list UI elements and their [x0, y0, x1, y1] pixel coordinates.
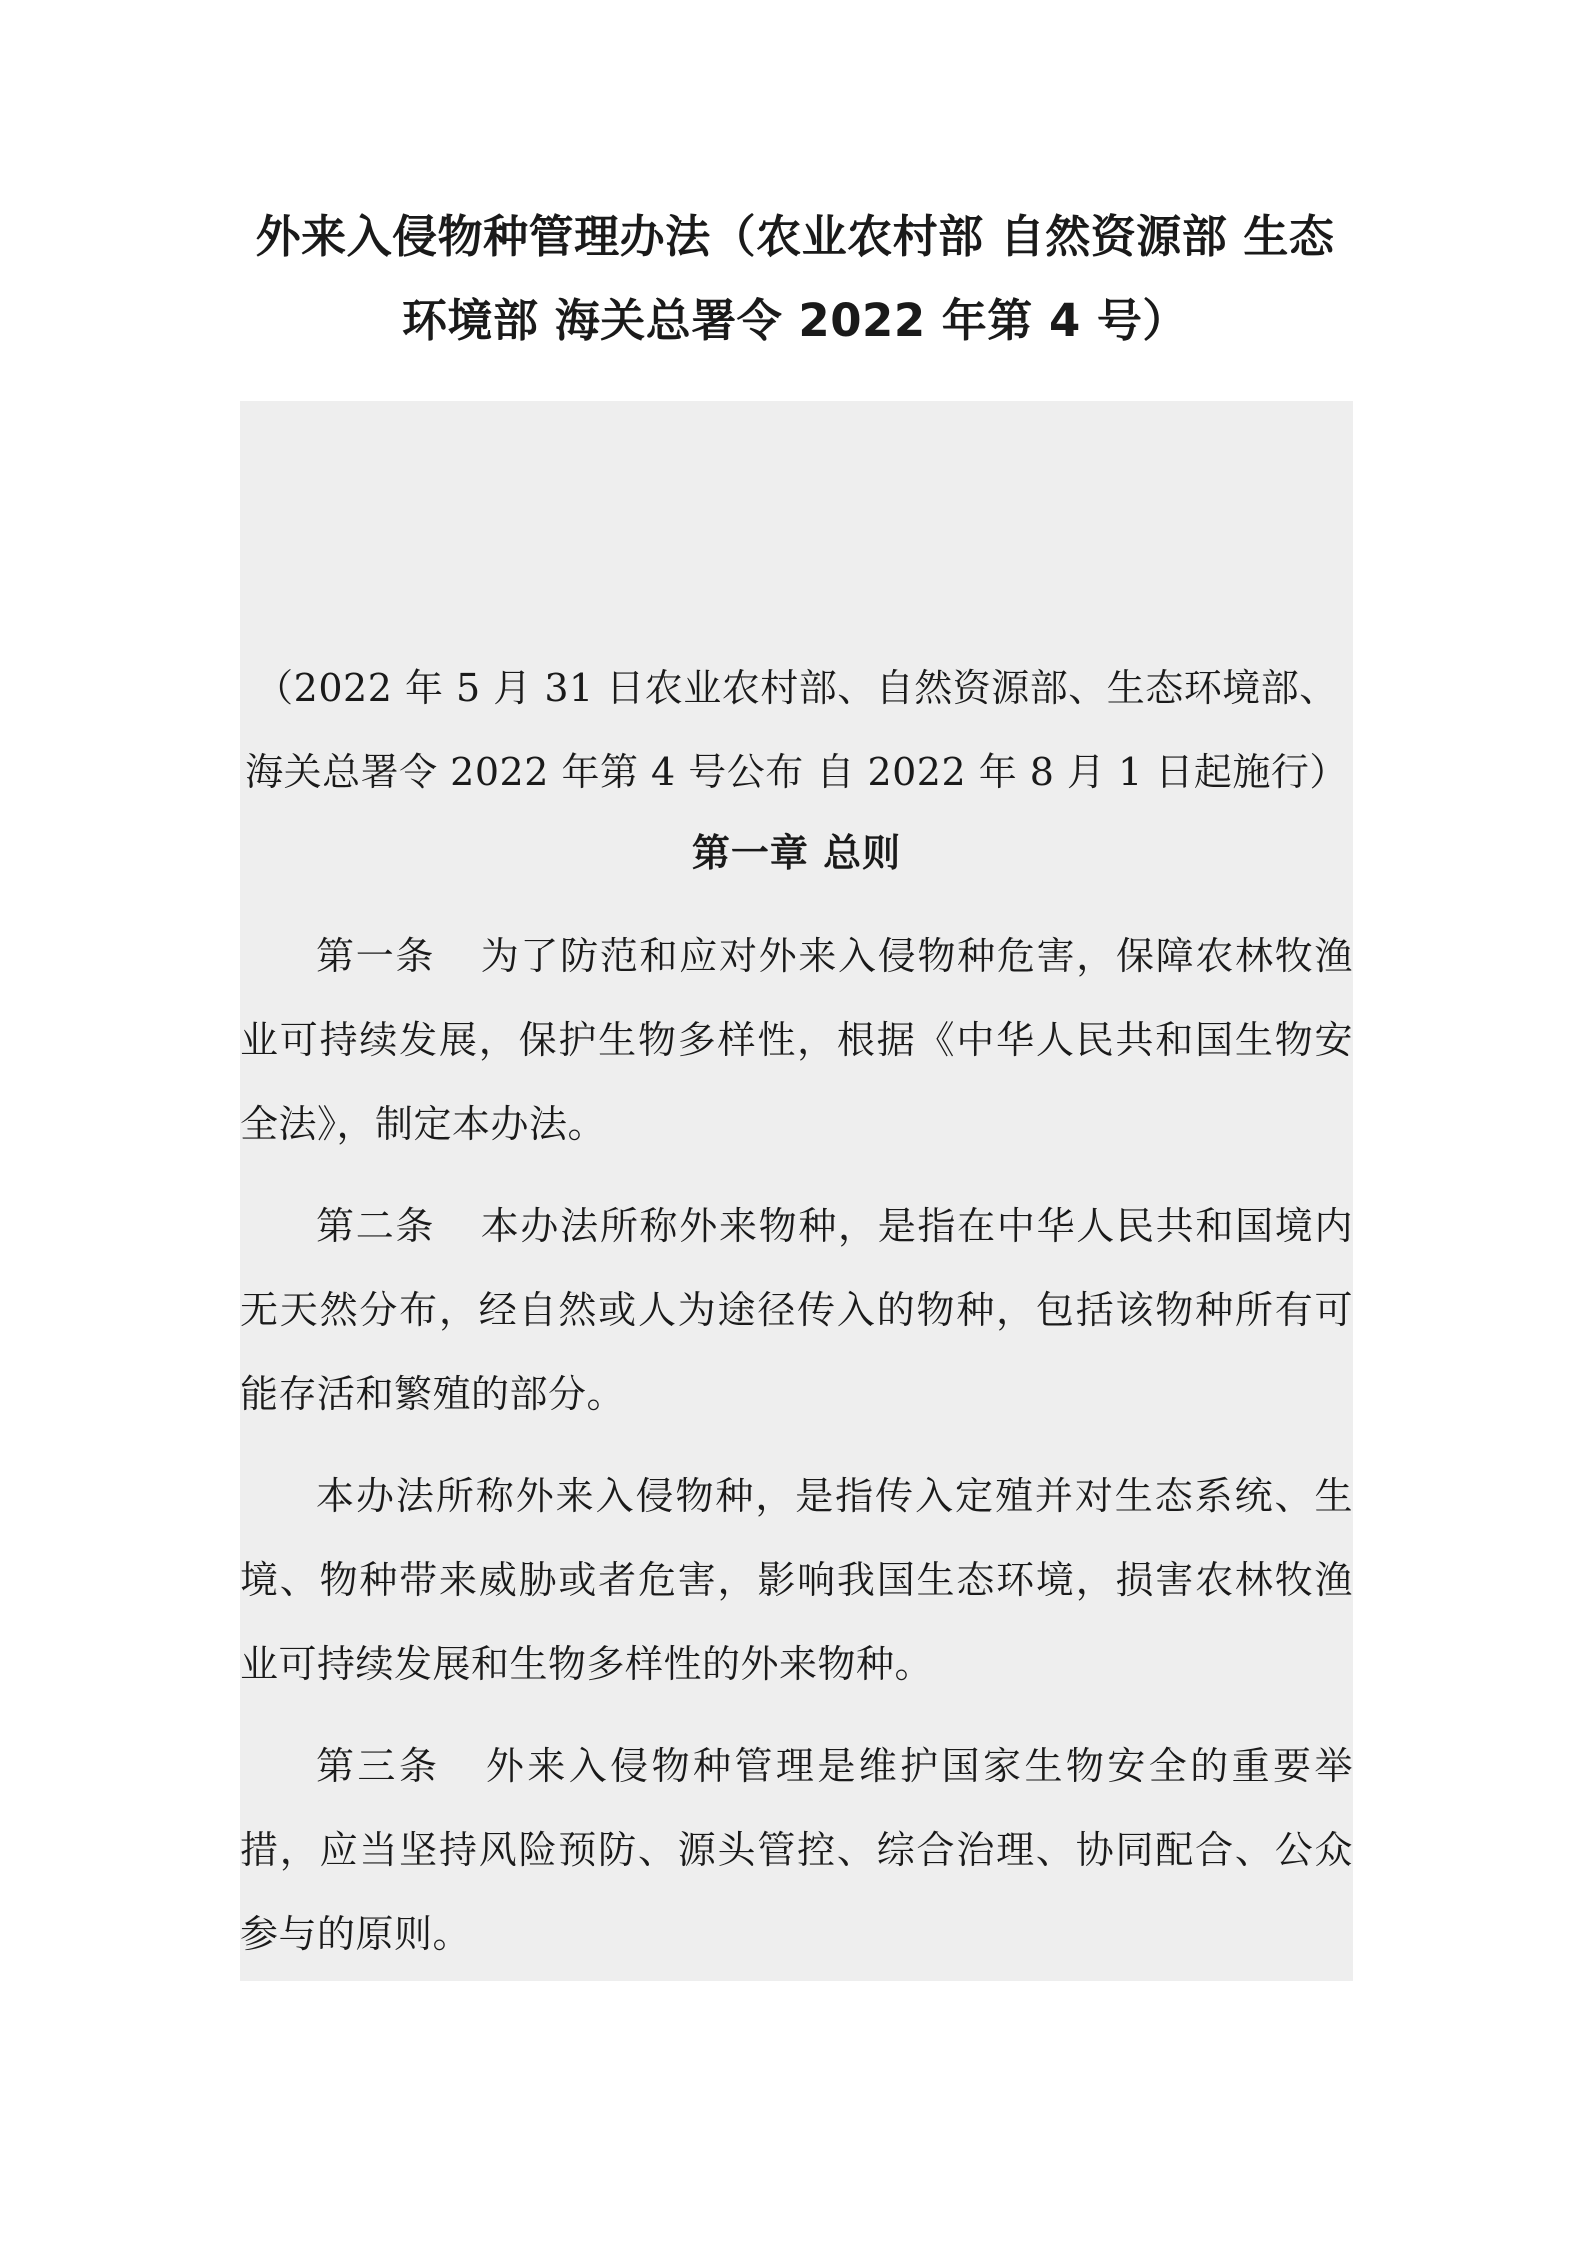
- article-paragraph: [240, 914, 1353, 1166]
- chapter-heading: 第一章 总则: [691, 830, 902, 875]
- article-text: 外来入侵物种管理是维护国家生物安全的重要举措，应当坚持风险预防、源头管控、综合治理、协同配合、公众参与的原则。: [240, 1744, 1353, 1956]
- article-text: 本办法所称外来入侵物种，是指传入定殖并对生态系统、生境、物种带来威胁或者危害，影响我国生态环境，损害农林牧渔业可持续发展和生物多样性的外来物种。: [240, 1474, 1353, 1686]
- article-text: 本办法所称外来物种，是指在中华人民共和国境内无天然分布，经自然或人为途径传入的物种，包括该物种所有可能存活和繁殖的部分。: [240, 1204, 1353, 1416]
- article-paragraph: [240, 1184, 1353, 1436]
- article-label: 第三条: [316, 1744, 441, 1788]
- article-text: 为了防范和应对外来入侵物种危害，保障农林牧渔业可持续发展，保护生物多样性，根据《中华人民共和国生物安全法》，制定本办法。: [240, 934, 1353, 1146]
- article-label: 第二条: [316, 1204, 436, 1248]
- promulgation-note: （2022 年 5 月 31 日农业农村部、自然资源部、生态环境部、海关总署令 2022 年第 4 号公布 自 2022 年 8 月 1 日起施行）: [245, 666, 1348, 794]
- article-paragraph: [240, 1724, 1353, 1976]
- article-paragraph: [240, 1454, 1353, 1706]
- document-body: [240, 401, 1353, 1981]
- article-label: 第一条: [316, 934, 436, 978]
- document-title: 外来入侵物种管理办法（农业农村部 自然资源部 生态环境部 海关总署令 2022 年第 4 号）: [255, 210, 1335, 347]
